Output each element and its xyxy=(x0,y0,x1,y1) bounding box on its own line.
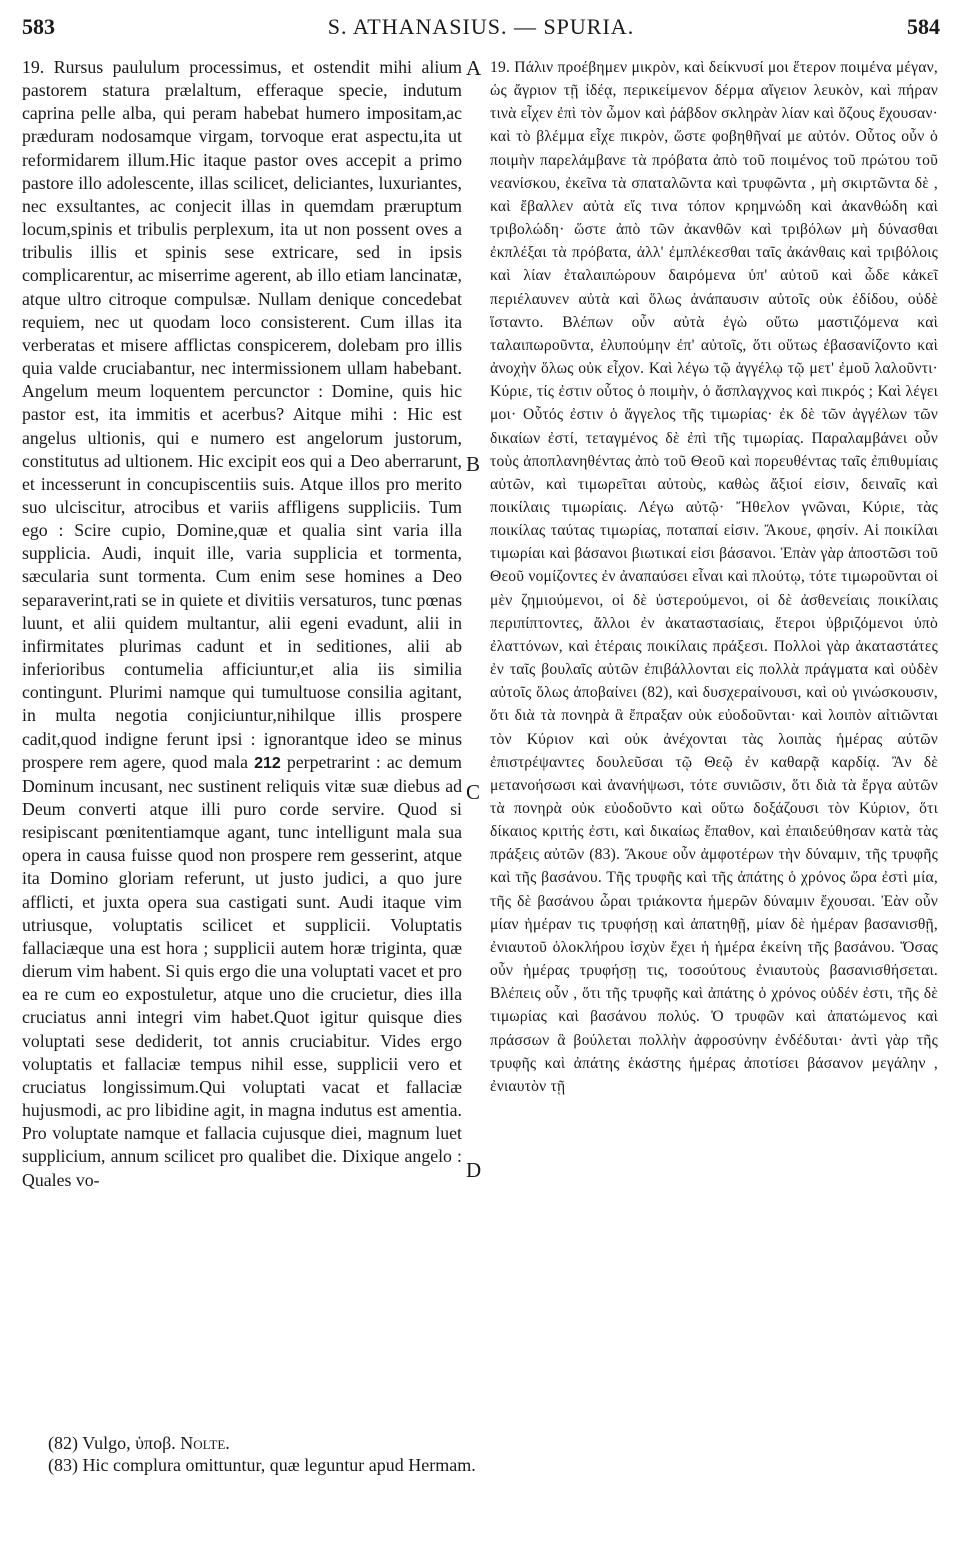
footnote-text: Vulgo, ὑποβ. xyxy=(82,1433,176,1453)
section-marker-b: B xyxy=(466,452,481,476)
footnote-text: Hic complura omittuntur, quæ leguntur apud Hermam. xyxy=(82,1455,476,1475)
footnote-82 xyxy=(48,1432,928,1454)
footnote-number: (83) xyxy=(48,1455,78,1475)
footnotes xyxy=(48,1432,928,1476)
latin-paragraph xyxy=(22,56,462,1192)
section-marker-a: A xyxy=(466,56,482,80)
page-number-left: 583 xyxy=(22,14,55,39)
latin-column xyxy=(22,56,462,1426)
latin-text-part2: perpetrarint : ac demum Dominum incusant, nec sustinent reliquis vitæ suæ diebus ad Deum converti atque illi puro corde servire. Quod si resipiscant pœnitentiamque agant, tunc intelligunt mala sua opera in causa fuisse quod non prospere rem gesserint, atque ita Domino gloriam referunt, ut justo judici, a quo jure afflicti, et juxta opera sua castigati sunt. Audi itaque vim utriusque, voluptatis scilicet et supplicii. Voluptatis fallaciæque una est hora ; supplicii autem horæ triginta, quæ dierum vim habent. Si quis ergo die una voluptati vacet et pro ea re cum eo expostuletur, atque uno die crucietur, dies illa cruciatus anni integri vim habet.Quot igitur quisque dies voluptati sese dediderit, tot annis cruciabitur. Vides ergo voluptatis et fallaciæ tempus nihil esse, supplicii vero et cruciatus longissimum.Qui voluptati vacat et fallaciæ hujusmodi, ac pro libidine agit, in magna indutus est amentia. Pro voluptate namque et fallacia cujusque diei, magnum luet supplicium, annum scilicet pro qualibet die. Dixique angelo : Quales vo- xyxy=(22,751,462,1190)
page-number-right: 584 xyxy=(907,14,940,39)
latin-text-part1: 19. Rursus paululum processimus, et ostendit mihi alium pastorem statura prælaltum, efferaque specie, indutum caprina pelle alba, qui peram habebat humero impositam,ac præduram nodosamque virgam, torvoque erat aspectu,ita ut reformidarem illum.Hic itaque pastor oves accepit a primo pastore illo adolescente, illas scilicet, deliciantes, luxuriantes, nec exsultantes, ac conjecit illas in quemdam præruptum locum,spinis et tribulis perplexum, ita ut non possent oves a tribulis illis et spinis sese extricare, sed in ipsis complicarentur, ac miserrime agerent, ab illo etiam lancinatæ, atque ultro citroque compulsæ. Nullam denique concedebat requiem, nec ut quodam loco consisterent. Cum illas ita verberatas et misere afflictas conspicerem, dolebam pro illis quia valde cruciabantur, nec intermissionem ullam habebant. Angelum meum loquentem percunctor : Domine, quis hic pastor est, ita immitis et acerbus? Aitque mihi : Hic est angelus ultionis, qui e numero est angelorum justorum, constitutus ad ultionem. Hic excipit eos qui a Deo aberrarunt, et incesserunt in concupiscentiis suis. Atque illos pro merito suo ulciscitur, atrocibus et variis affligens suppliciis. Tum ego : Scire cupio, Domine,quæ et qualia sint varia illa supplicia. Audi, inquit ille, varia supplicia et tormenta, sæcularia sunt tormenta. Cum enim sese homines a Deo separaverint,rati se in quiete et divitiis versaturos, tunc pœnas luunt, et alii quidem multantur, alii egeni evadunt, alii in infirmitates plurimas cadunt et in seditiones, alii ab inferioribus contumelia afficiuntur,et alia iis similia contingunt. Plurimi namque qui tumultuose consilia agitant, in multa negotia conjiciuntur,nihilque illis prospere cadit,quod indigne ferunt ipsi : ignorantque ideo se minus prospere rem agere, quod mala xyxy=(22,57,462,772)
page-header xyxy=(22,14,940,44)
footnote-author: Nolte. xyxy=(180,1433,230,1453)
running-title: S. ATHANASIUS. — SPURIA. xyxy=(327,14,635,39)
greek-column xyxy=(490,56,938,1426)
greek-paragraph: 19. Πάλιν προέβημεν μικρὸν, καὶ δείκνυσί μοι ἕτερον ποιμένα μέγαν, ὡς ἄγριον τῇ ἰδέᾳ, περικείμενον δέρμα αἴγειον λευκὸν, καὶ πήραν τινὰ εἶχεν ἐπὶ τὸν ὦμον καὶ ῥάβδον σκληρὰν λίαν καὶ ὄζους ἔχουσαν· καὶ τὸ βλέμμα εἶχε πικρὸν, ὥστε φοβηθῆναί με αὐτόν. Οὗτος οὖν ὁ ποιμὴν παρελάμβανε τὰ πρόβατα ἀπὸ τοῦ ποιμένος τοῦ πρώτου τοῦ νεανίσκου, ἐκεῖνα τὰ σπαταλῶντα καὶ τρυφῶντα , μὴ σκιρτῶντα δὲ , καὶ ἔβαλλεν αὐτὰ εἴς τινα τόπον κρημνώδη καὶ ἀκανθώδη καὶ τριβολώδη· ὥστε ἀπὸ τῶν ἀκανθῶν καὶ τριβόλων μὴ δύνασθαι ἐκπλέξαι τὰ πρόβατα, ἀλλ' ἐμπλέκεσθαι ταῖς ἀκάνθαις καὶ τριβόλοις καὶ λίαν ἐταλαιπώρουν δαιρόμενα ὑπ' αὐτοῦ καὶ ὧδε κἀκεῖ περιέλαυνεν αὐτὰ καὶ ὅλως ἀνάπαυσιν αὐτοῖς οὐκ ἐδίδου, οὐδὲ ἵσταντο. Βλέπων οὖν αὐτὰ ἐγὼ οὕτω μαστιζόμενα καὶ ταλαιπωροῦντα, ἐλυπούμην ἐπ' αὐτοῖς, ὅτι οὕτως ἐβασανίζοντο καὶ ἀνοχὴν ὅλως οὐκ εἶχον. Καὶ λέγω τῷ ἀγγέλῳ τῷ μετ' ἐμοῦ λαλοῦντι· Κύριε, τίς ἐστιν οὗτος ὁ ποιμὴν, ὁ ἄσπλαγχνος καὶ πικρός ; Καὶ λέγει μοι· Οὗτός ἐστιν ὁ ἄγγελος τῆς τιμωρίας· ἐκ δὲ τῶν ἀγγέλων τῶν δικαίων ἐστί, τεταγμένος δὲ ἐπὶ τῆς τιμωρίας. Παραλαμβάνει οὖν τοὺς ἀποπλανηθέντας ἀπὸ τοῦ Θεοῦ καὶ πορευθέντας ταῖς ἐπιθυμίαις αὐτῶν, καὶ τιμωρεῖται αὐτοὺς, καθὼς ἄξιοί εἰσιν, δειναῖς καὶ ποικίλαις τιμωρίαις. Λέγω αὐτῷ· Ἤθελον γνῶναι, Κύριε, τὰς ποικίλας ταύτας τιμωρίας, ποταπαί εἰσιν. Ἄκουε, φησίν. Αἱ ποικίλαι τιμωρίαι καὶ βάσανοι βιωτικαί εἰσι βάσανοι. Ἐπὰν γὰρ ἀποστῶσι τοῦ Θεοῦ νομίζοντες ἐν ἀναπαύσει εἶναι καὶ πλούτῳ, τότε τιμωροῦνται οἱ μὲν ζημιούμενοι, οἱ δὲ ὑστερούμενοι, οἱ δὲ ἀσθενείαις ποικίλαις περιπίπτοντες, ἄλλοι ἐν ἀκαταστασίαις, ἕτεροι ὑβριζόμενοι ὑπὸ ἐλαττόνων, καὶ ἑτέραις ποικίλαις πράξεσι. Πολλοὶ γὰρ ἀκαταστάτες ἐν ταῖς βουλαῖς αὐτῶν ἐπιβάλλονται εἰς πολλὰ πράγματα καὶ οὐδὲν αὐτοῖς ὅλως ἀποβαίνει (82), καὶ δυσχεραίνουσι, καὶ οὐ γινώσκουσιν, ὅτι διὰ τὰ πονηρὰ ἃ ἔπραξαν οὐκ εὐοδοῦνται· καὶ λοιπὸν αἰτιῶνται τὸν Κύριον καὶ οὐκ ἀνέχονται τὰς λοιπὰς ἡμέρας αὐτῶν ἐπιστρέψαντες δουλεῦσαι τῷ Θεῷ ἐν καθαρᾷ καρδίᾳ. Ἂν δὲ μετανοήσωσι καὶ ἀνανήψωσι, τότε συνιῶσιν, ὅτι διὰ τὰ ἔργα αὐτῶν τὰ πονηρὰ οὐκ εὐοδοῦντο καὶ οὕτω δοξάζουσι τὸν Κύριον, ὅτι δίκαιος κριτής ἐστι, καὶ δικαίως ἔπαθον, καὶ ἐπαιδεύθησαν κατὰ τὰς πράξεις αὐτῶν (83). Ἄκουε οὖν ἀμφοτέρων τὴν δύναμιν, τῆς τρυφῆς καὶ τῆς βασάνου. Τῆς τρυφῆς καὶ τῆς ἀπάτης ὁ χρόνος ὥρα ἐστὶ μία, τῆς δὲ βασάνου ὧραι τριάκοντα ἡμερῶν δύναμιν ἔχουσαι. Ἐὰν οὖν μίαν ἡμέραν τις τρυφήσῃ καὶ ἀπατηθῇ, μίαν δὲ ἡμέραν βασανισθῇ, ἐνιαυτοῦ ὁλοκλήρου ἰσχὺν ἔχει ἡ ἡμέρα ἐκείνη τῆς βασάνου. Ὅσας οὖν ἡμέρας τρυφήσῃ τις, τοσούτους ἐνιαυτοὺς βασανισθήσεται. Βλέπεις οὖν , ὅτι τῆς τρυφῆς καὶ ἀπάτης ὁ χρόνος οὐδέν ἐστι, τῆς δὲ τιμωρίας καὶ βασάνου πολύς. Ὁ τρυφῶν καὶ ἀπατώμενος καὶ πράσσων ἃ βούλεται πολλὴν ἀφροσύνην ἐνδέδυται· ἀντὶ γὰρ τῆς τρυφῆς καὶ ἀπάτης ἑκάστης ἡμέρας ἀποτίσει βάσανον μεγάλην , ἐνιαυτὸν τῇ xyxy=(490,59,938,1095)
reference-number: 212 xyxy=(254,754,281,772)
section-marker-d: D xyxy=(466,1158,482,1182)
footnote-number: (82) xyxy=(48,1433,78,1453)
section-marker-c: C xyxy=(466,780,481,804)
footnote-83 xyxy=(48,1454,928,1476)
